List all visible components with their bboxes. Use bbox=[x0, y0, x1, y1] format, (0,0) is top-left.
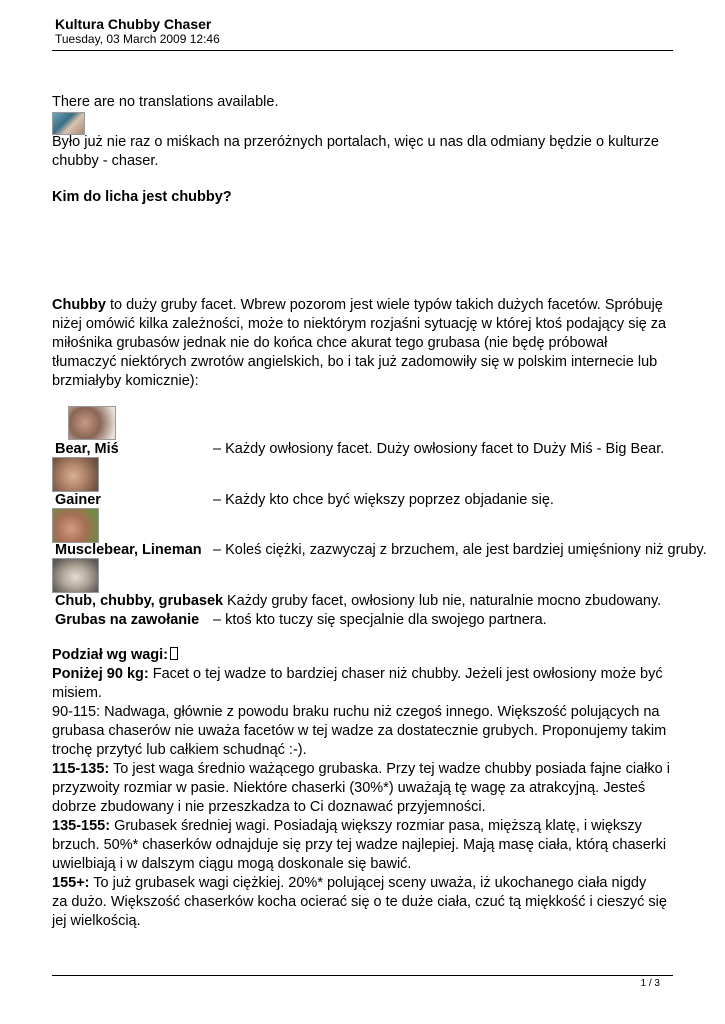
missing-glyph-icon bbox=[170, 647, 178, 660]
weight-135-text-1: Grubasek średniej wagi. Posiadają większy rozmiar pasa, mięższą klatę, i większy bbox=[110, 818, 642, 834]
musclebear-photo bbox=[52, 508, 99, 543]
type-term-chub: Chub, chubby, grubasek bbox=[55, 593, 224, 609]
chubby-para-line-5: brzmiałyby komicznie): bbox=[52, 373, 199, 389]
type-desc-grubas: – ktoś kto tuczy się specjalnie dla swojego partnera. bbox=[213, 612, 547, 628]
weight-below90-line-2: misiem. bbox=[52, 685, 102, 701]
chubby-para-line-4: tłumaczyć niektórych zwrotów angielskich, bo i tak już zadomowiły się w polskim internecie lub bbox=[52, 354, 658, 370]
weight-155-line-1 bbox=[52, 874, 646, 893]
weight-115-line-2: przyzwoity rozmiar w pasie. Niektóre chaserki (30%*) uważają tę wagę za atrakcyjną. Jesteś bbox=[52, 780, 646, 796]
weight-115-term: 115-135: bbox=[52, 761, 110, 777]
weight-below90-line-1 bbox=[52, 665, 663, 684]
weight-135-term: 135-155: bbox=[52, 818, 111, 834]
bear-photo bbox=[68, 406, 116, 440]
type-desc-chub: Każdy gruby facet, owłosiony lub nie, naturalnie mocno zbudowany. bbox=[227, 593, 662, 609]
weight-155-term: 155+: bbox=[52, 875, 90, 891]
chubby-para-text-1: to duży gruby facet. Wbrew pozorom jest wiele typów takich dużych facetów. Spróbuję bbox=[105, 297, 663, 313]
page-number: 1 / 3 bbox=[640, 978, 660, 989]
chubby-term: Chubby bbox=[52, 297, 106, 313]
weight-90-line-2: grubasa chaserów nie uważa facetów w tej wadze za dostatecznie grubych. Proponujemy takim bbox=[52, 723, 667, 739]
type-desc-bear: – Każdy owłosiony facet. Duży owłosiony facet to Duży Miś - Big Bear. bbox=[213, 441, 665, 457]
gainer-photo bbox=[52, 457, 99, 492]
weight-155-line-3: jej wielkością. bbox=[52, 913, 141, 929]
type-term-gainer: Gainer bbox=[55, 492, 101, 508]
weight-115-line-3: dobrze zbudowany i nie przeszkadza to Ci doznawać przyjemności. bbox=[52, 799, 486, 815]
weight-below90-term: Poniżej 90 kg: bbox=[52, 666, 149, 682]
weight-115-line-1 bbox=[52, 760, 670, 779]
type-term-grubas: Grubas na zawołanie bbox=[55, 612, 200, 628]
weight-90-line-1: 90-115: Nadwaga, głównie z powodu braku ruchu niż czegoś innego. Większość polujących na bbox=[52, 704, 660, 720]
document-date: Tuesday, 03 March 2009 12:46 bbox=[55, 32, 220, 46]
chub-photo bbox=[52, 558, 99, 593]
weight-115-text-1: To jest waga średnio ważącego grubaska. Przy tej wadze chubby posiada fajne ciałko i bbox=[109, 761, 670, 777]
weights-heading bbox=[52, 646, 178, 665]
chubby-para-line-1 bbox=[52, 296, 663, 315]
chubby-para-line-3: miłośnika grubasów jednak nie do końca chce akurat tego grubasa (nie będę próbował bbox=[52, 335, 608, 351]
weights-heading-text: Podział wg wagi: bbox=[52, 647, 169, 663]
intro-photo bbox=[52, 112, 85, 135]
weight-below90-text-1: Facet o tej wadze to bardziej chaser niż chubby. Jeżeli jest owłosiony może być bbox=[148, 666, 663, 682]
intro-line-2: chubby - chaser. bbox=[52, 153, 159, 169]
intro-line-1: Było już nie raz o miśkach na przeróżnych portalach, więc u nas dla odmiany będzie o kulturze bbox=[52, 134, 659, 150]
footer-rule bbox=[52, 975, 673, 976]
type-term-bear: Bear, Miś bbox=[55, 441, 119, 457]
section-question-heading: Kim do licha jest chubby? bbox=[52, 189, 232, 205]
weight-90-line-3: trochę przytyć lub całkiem schudnąć :-). bbox=[52, 742, 307, 758]
document-title: Kultura Chubby Chaser bbox=[55, 16, 212, 32]
weight-135-line-3: uwielbiają i w dalszym ciągu mogą doskonale się bawić. bbox=[52, 856, 412, 872]
no-translations-text: There are no translations available. bbox=[52, 94, 279, 110]
chubby-para-line-2: niżej omówić kilka zależności, może to niektórym rozjaśni sytuację w której ktoś podający się za bbox=[52, 316, 667, 332]
weight-155-line-2: za dużo. Większość chaserków kocha ocierać się o te duże ciała, czuć tą miękkość i cieszyć się bbox=[52, 894, 667, 910]
weight-135-line-1 bbox=[52, 817, 642, 836]
weight-135-line-2: brzuch. 50%* chaserków odnajduje się przy tej wadze najlepiej. Mają masę ciała, którą chaserki bbox=[52, 837, 667, 853]
type-desc-gainer: – Każdy kto chce być większy poprzez objadanie się. bbox=[213, 492, 554, 508]
header-rule bbox=[52, 50, 673, 51]
type-desc-musclebear: – Koleś ciężki, zazwyczaj z brzuchem, ale jest bardziej umięśniony niż gruby. bbox=[213, 542, 707, 558]
type-term-musclebear: Musclebear, Lineman bbox=[55, 542, 202, 558]
weight-155-text-1: To już grubasek wagi ciężkiej. 20%* polującej sceny uważa, iż ukochanego ciała nigdy bbox=[89, 875, 647, 891]
